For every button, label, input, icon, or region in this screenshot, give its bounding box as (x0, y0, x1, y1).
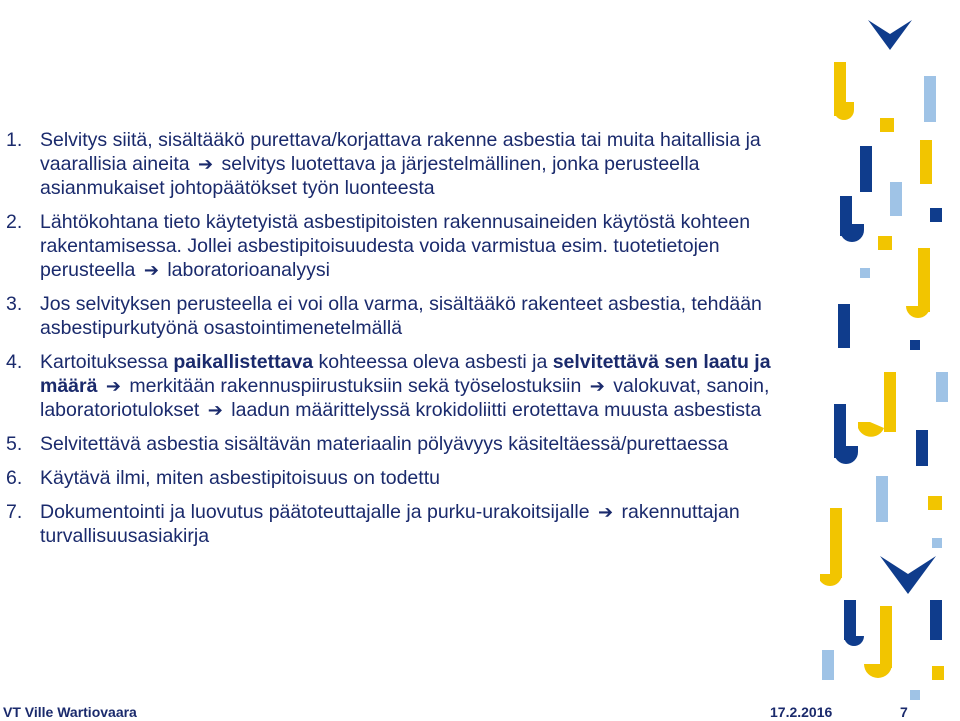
list-item-text (40, 351, 771, 421)
text-segment: Selvitettävä asbestia sisältävän materiaalin pölyävyys käsiteltäessä/purettaessa (40, 433, 729, 455)
content-list (6, 128, 816, 558)
list-item-text (40, 467, 440, 489)
list-item (6, 292, 816, 340)
list-item-text (40, 293, 762, 339)
text-segment: Dokumentointi ja luovutus päätoteuttajalle ja purku-urakoitsijalle (40, 501, 595, 523)
list-item-text (40, 433, 728, 455)
list-item-number: 3. (6, 293, 23, 315)
text-segment: rakennuttajan turvallisuusasiakirja (40, 501, 740, 547)
emphasized-text: selvitettävä sen laatu ja määrä (40, 351, 771, 397)
list-item (6, 432, 816, 456)
list-item-number: 6. (6, 467, 23, 489)
arrow-right-icon: ➔ (597, 502, 614, 522)
list-item-text (40, 501, 740, 547)
arrow-right-icon: ➔ (198, 154, 214, 174)
text-segment: selvitys luotettava ja järjestelmällinen, jonka perusteella asianmukaiset johtopäätökset työn luonteesta (40, 153, 700, 199)
text-segment: merkitään rakennuspiirustuksiin sekä työselostuksiin (123, 375, 587, 397)
list-item-number: 4. (6, 351, 23, 373)
list-item (6, 128, 816, 200)
text-segment: kohteessa oleva asbesti ja (313, 351, 553, 373)
footer-author: VT Ville Wartiovaara (3, 704, 137, 720)
emphasized-text: paikallistettava (173, 351, 314, 373)
list-item-number: 1. (6, 129, 23, 151)
text-segment: Jos selvityksen perusteella ei voi olla varma, sisältääkö rakenteet asbestia, tehdään asbestipurkutyönä osastointimenetelmällä (40, 293, 762, 339)
list-item-text (40, 129, 761, 199)
text-segment: Käytävä ilmi, miten asbestipitoisuus on todettu (40, 467, 440, 489)
list-item (6, 500, 816, 548)
list-item-number: 7. (6, 501, 23, 523)
list-item (6, 210, 816, 282)
footer-page-number: 7 (900, 704, 908, 720)
list-item-number: 2. (6, 211, 23, 233)
text-segment: valokuvat, sanoin, laboratoriotulokset (40, 375, 770, 421)
arrow-right-icon: ➔ (207, 400, 223, 420)
decorative-pattern (820, 0, 960, 721)
text-segment: Kartoituksessa (40, 351, 174, 373)
list-item (6, 466, 816, 490)
arrow-right-icon: ➔ (143, 260, 159, 280)
text-segment: laadun määrittelyssä krokidoliitti erotettava muusta asbestista (225, 399, 762, 421)
list-item-number: 5. (6, 433, 23, 455)
arrow-right-icon: ➔ (105, 376, 121, 396)
arrow-right-icon: ➔ (589, 376, 605, 396)
list-item-text (40, 211, 750, 281)
text-segment: Lähtökohtana tieto käytetyistä asbestipitoisten rakennusaineiden käytöstä kohteen rakentamisessa. Jollei asbestipitoisuudesta voida varmistua esim. tuotetietojen perusteella (40, 211, 751, 281)
text-segment: Selvitys siitä, sisältääkö purettava/korjattava rakenne asbestia tai muita haitallisia ja vaarallisia aineita (40, 129, 761, 175)
text-segment: laboratorioanalyysi (161, 259, 330, 281)
footer-date: 17.2.2016 (770, 704, 833, 720)
list-item (6, 350, 816, 422)
